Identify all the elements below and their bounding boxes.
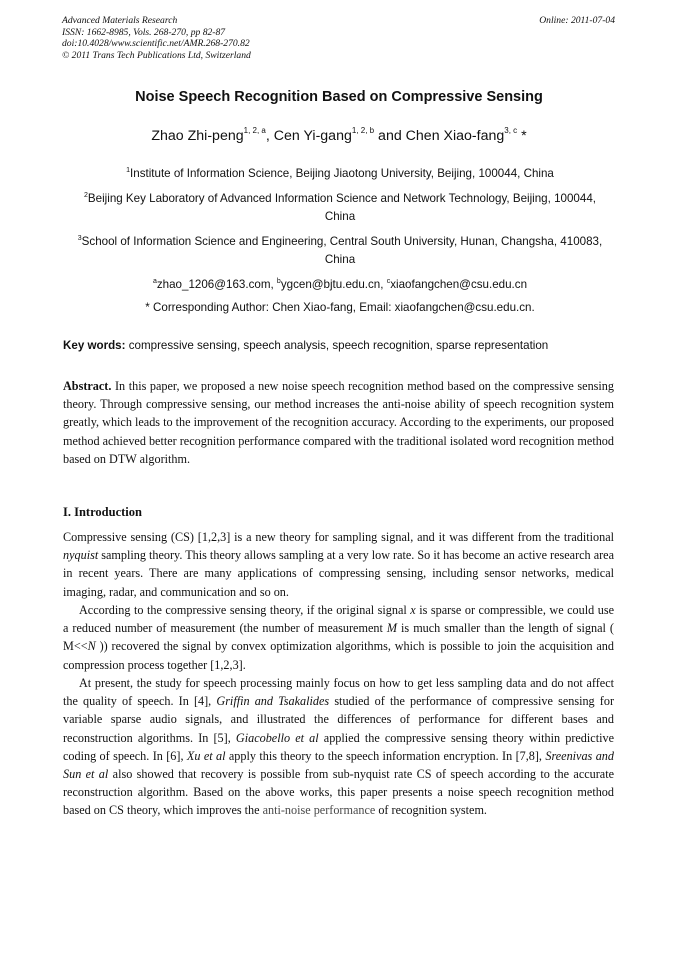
author-line bbox=[0, 128, 678, 144]
affiliation-3 bbox=[70, 233, 610, 269]
text-run: At present, the study for speech processing mainly focus on how to get less sampling data and do not affect the quality of speech. In [4], bbox=[63, 676, 614, 709]
intro-paragraph-3 bbox=[63, 674, 614, 820]
issn-line: ISSN: 1662-8985, Vols. 268-270, pp 82-87 bbox=[62, 26, 226, 38]
text-run: apply this theory to the speech information encryption. In [7,8], bbox=[225, 748, 546, 763]
math-variable: x bbox=[410, 603, 416, 617]
journal-header bbox=[62, 15, 251, 61]
email-link[interactable]: ygcen@bjtu.edu.cn, bbox=[280, 278, 387, 291]
doi-line: doi:10.4028/www.scientific.net/AMR.268-270.82 bbox=[62, 38, 250, 50]
author-affiliation-marker: 3, c bbox=[504, 126, 518, 135]
italic-term: nyquist bbox=[63, 548, 99, 563]
keywords-text: compressive sensing, speech analysis, speech recognition, sparse representation bbox=[125, 339, 549, 352]
email-marker: a bbox=[152, 278, 157, 285]
affiliation-text: Beijing Key Laboratory of Advanced Information Science and Network Technology, Beijing, 100044, China bbox=[87, 192, 596, 223]
author-affiliation-marker: 1, 2, b bbox=[351, 126, 375, 135]
email-marker: c bbox=[386, 278, 391, 285]
online-date: Online: 2011-07-04 bbox=[539, 15, 615, 26]
text-run: also showed that recovery is possible from sub-nyquist rate CS of speech according to the accurate reconstruction algorithm. Based on the above works, this paper presents a noise speech recognition method based on CS theory, which improves the bbox=[63, 767, 615, 818]
author-separator: , bbox=[265, 128, 274, 144]
keywords-label: Key words: bbox=[63, 339, 126, 352]
text-run: applied the compressive sensing theory within predictive coding of speech. In [6], bbox=[63, 730, 614, 763]
text-run: )) recovered the signal by convex optimization algorithms, which is possible to join the acquisition and compression process together [1,2,3]. bbox=[63, 639, 614, 672]
email-marker: b bbox=[276, 278, 281, 285]
author-name: Chen Xiao-fang bbox=[405, 128, 505, 144]
corresponding-star: * bbox=[517, 128, 527, 144]
text-run: studied of the performance of compressive sensing for variable sparse audio signals, and illustrated the differences of performance for different bases and reconstruction algorithms. In [5], bbox=[63, 694, 615, 745]
intro-paragraph-1 bbox=[63, 528, 614, 601]
affiliation-number: 3 bbox=[77, 235, 82, 242]
italic-authors: Griffin and Tsakalides bbox=[216, 694, 330, 709]
affiliation-number: 2 bbox=[84, 192, 88, 199]
text-run: of recognition system. bbox=[375, 803, 487, 818]
affiliation-number: 1 bbox=[126, 167, 131, 174]
email-link[interactable]: zhao_1206@163.com, bbox=[156, 278, 277, 291]
affiliation-text: School of Information Science and Engineering, Central South University, Hunan, Changsha, 410083, China bbox=[81, 235, 603, 266]
affiliation-2 bbox=[70, 190, 610, 226]
author-name: Zhao Zhi-peng bbox=[151, 128, 244, 144]
text-run: Compressive sensing (CS) [1,2,3] is a new theory for sampling signal, and it was different from the traditional bbox=[63, 530, 614, 544]
text-run: is much smaller than the length of signal ( M<< bbox=[63, 621, 614, 654]
corresponding-author: * Corresponding Author: Chen Xiao-fang, Email: xiaofangchen@csu.edu.cn. bbox=[145, 301, 535, 314]
author-name: Cen Yi-gang bbox=[273, 128, 352, 144]
italic-authors: Sreenivas and Sun et al bbox=[63, 748, 614, 782]
paper-title: Noise Speech Recognition Based on Compressive Sensing bbox=[135, 89, 543, 105]
math-variable: N bbox=[87, 639, 96, 654]
highlighted-phrase: anti-noise performance bbox=[262, 803, 376, 818]
journal-name: Advanced Materials Research bbox=[62, 15, 178, 26]
italic-authors: Giacobello et al bbox=[235, 730, 319, 745]
text-run: According to the compressive sensing theory, if the original signal bbox=[79, 603, 411, 617]
keywords bbox=[63, 339, 548, 352]
section-heading: I. Introduction bbox=[63, 505, 142, 519]
abstract-text: In this paper, we proposed a new noise speech recognition method based on the compressive sensing theory. Through compressive sensing, our method increases the anti-noise ability of speech recognition system greatly, which leads to the improvement of the recognition accuracy. According to the experiments, our proposed method achieved better recognition performance compared with the traditional isolated word recognition method based on DTW algorithm. bbox=[63, 379, 614, 466]
text-run: is sparse or compressible, we could use a reduced number of measurement (the number of measurement bbox=[63, 603, 614, 636]
copyright-line: © 2011 Trans Tech Publications Ltd, Switzerland bbox=[62, 49, 251, 61]
abstract bbox=[63, 377, 614, 468]
author-affiliation-marker: 1, 2, a bbox=[243, 126, 266, 135]
intro-paragraph-2 bbox=[63, 601, 614, 674]
italic-authors: Xu et al bbox=[186, 748, 226, 763]
text-run: sampling theory. This theory allows sampling at a very low rate. So it has become an active research area in recent years. There are many applications of compressing sensing, including sensor networks, medical imaging, radar, and communication and so on. bbox=[63, 548, 614, 599]
affiliation-1 bbox=[70, 165, 610, 183]
math-variable: M bbox=[386, 621, 398, 636]
author-emails bbox=[70, 276, 610, 294]
abstract-label: Abstract. bbox=[63, 379, 112, 393]
affiliation-text: Institute of Information Science, Beijing Jiaotong University, Beijing, 100044, China bbox=[130, 167, 554, 180]
email-link[interactable]: xiaofangchen@csu.edu.cn bbox=[390, 278, 528, 291]
author-separator: and bbox=[374, 128, 406, 144]
